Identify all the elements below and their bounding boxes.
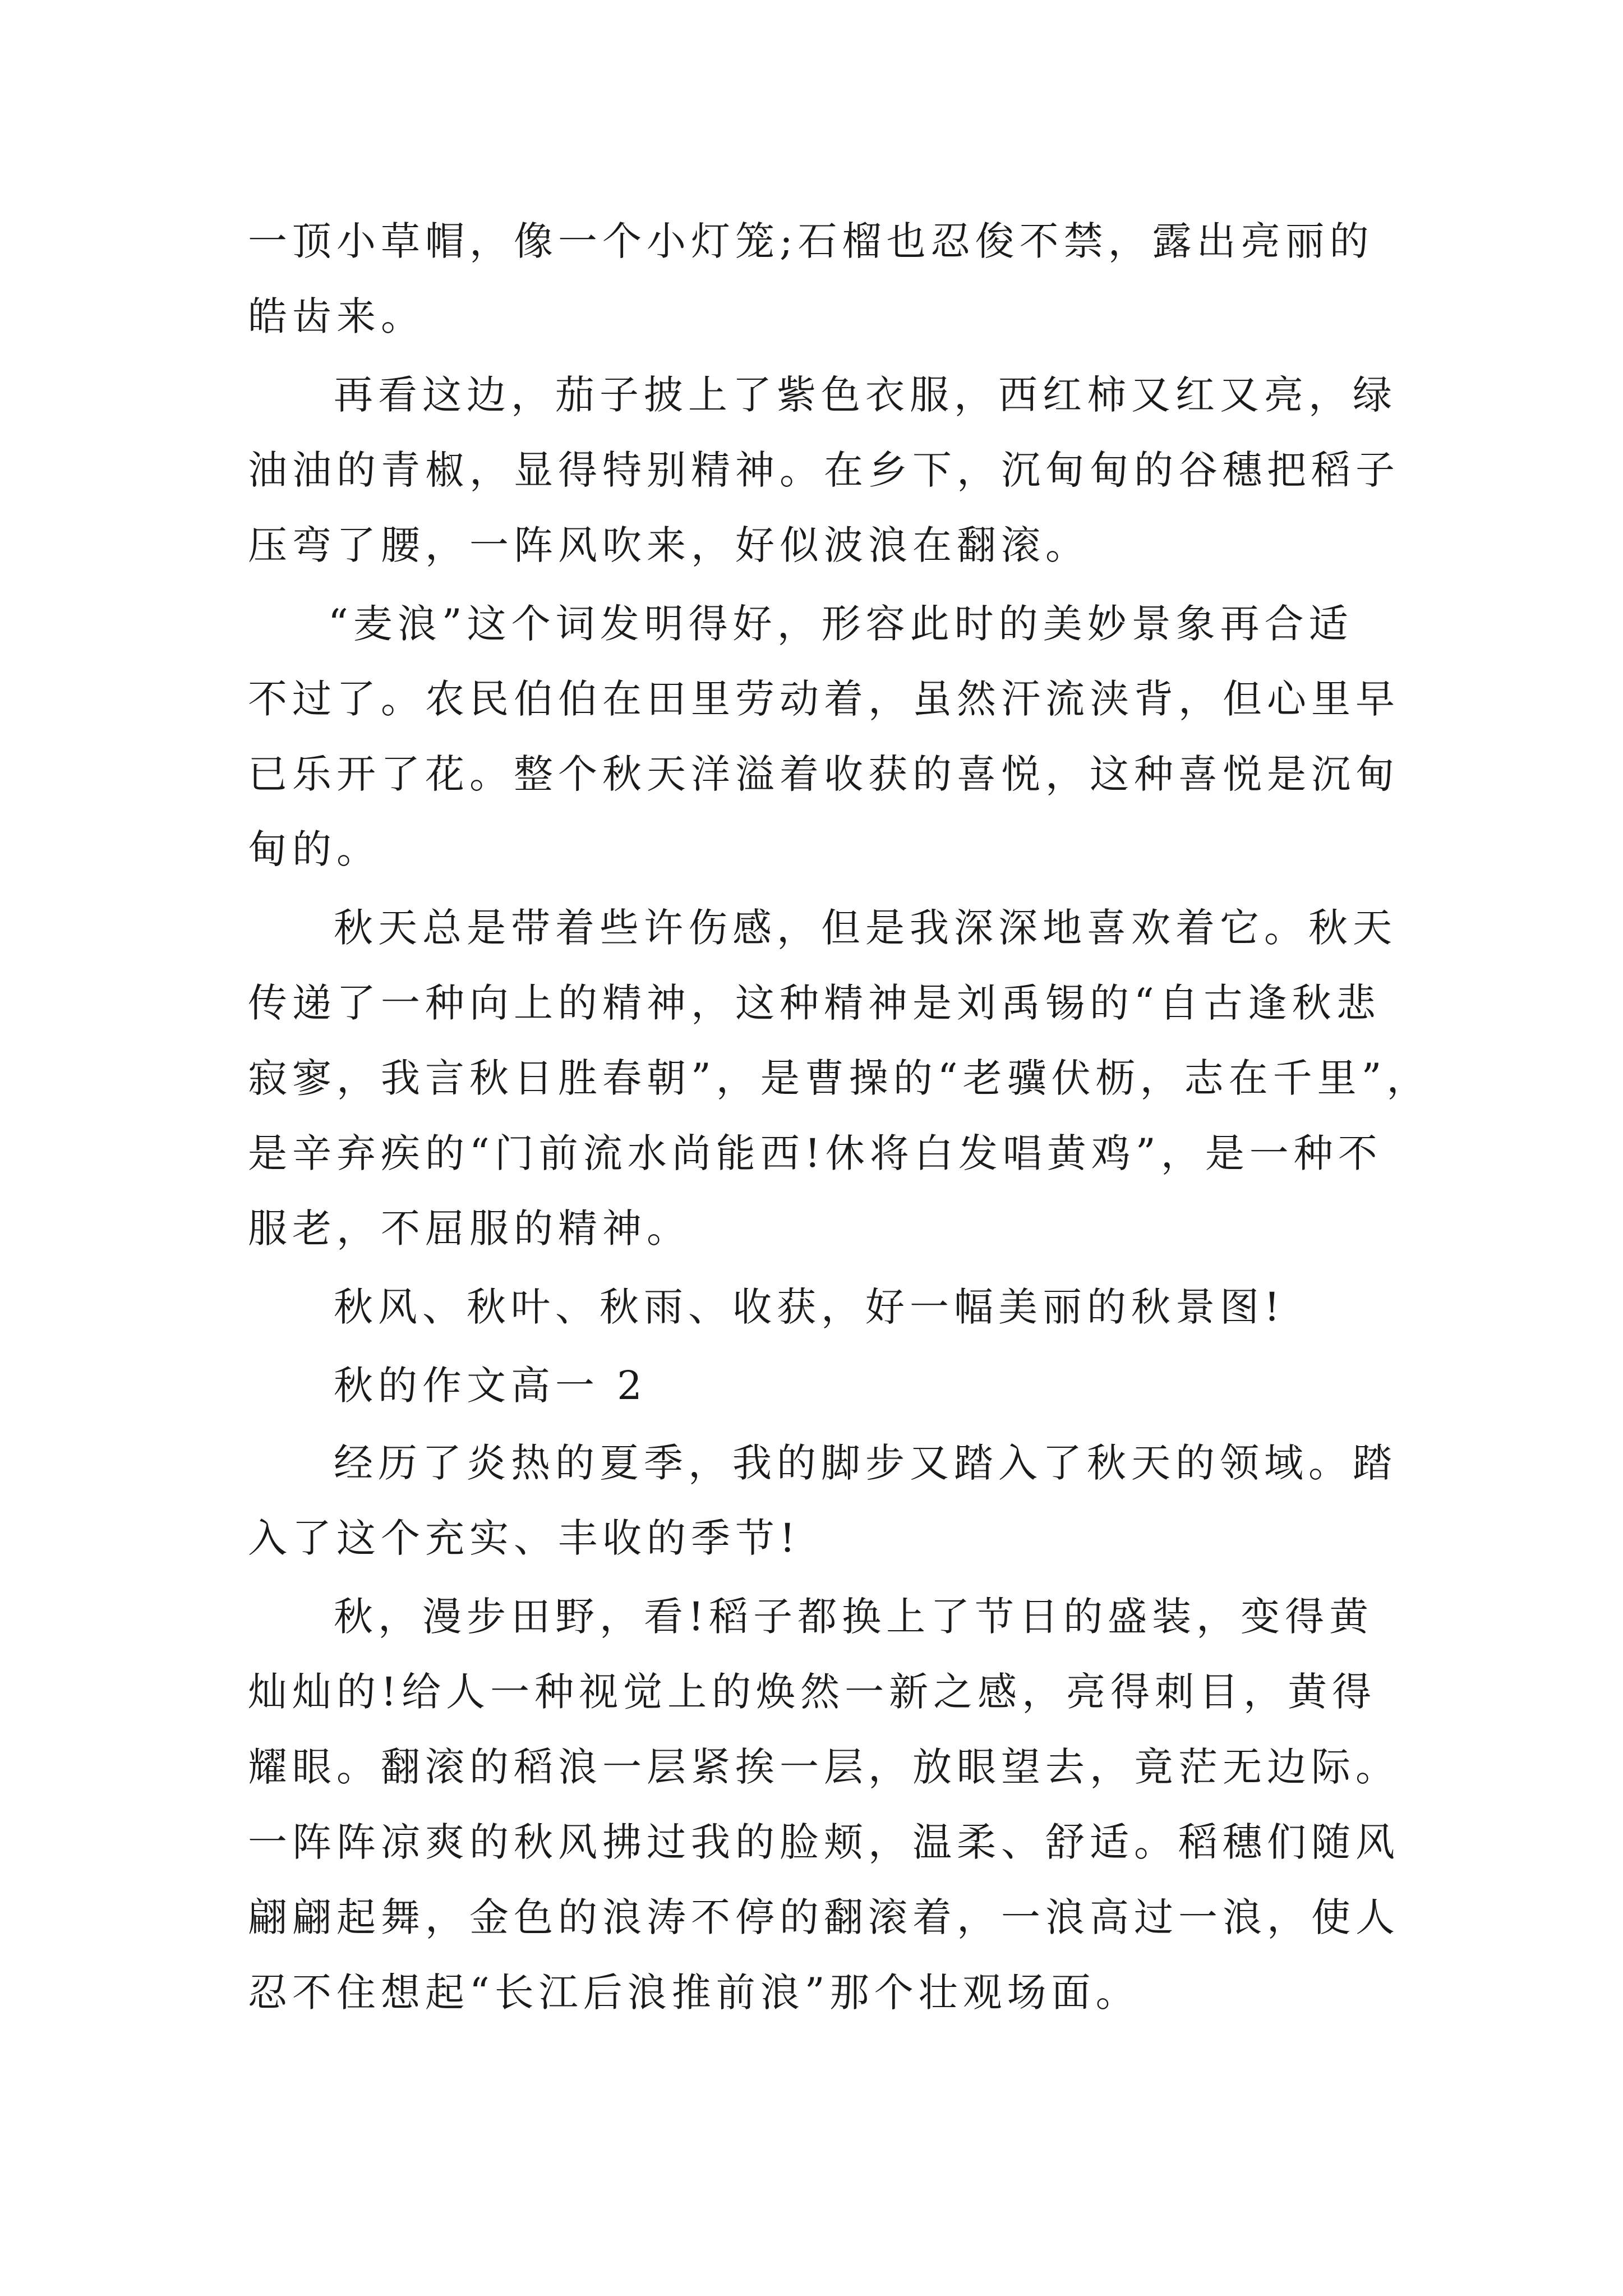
text-line: 不过了。农民伯伯在田里劳动着，虽然汗流浃背，但心里早 bbox=[248, 676, 1400, 722]
text-line: 皓齿来。 bbox=[248, 293, 425, 339]
text-line: 寂寥，我言秋日胜春朝”，是曹操的“老骥伏枥，志在千里”， bbox=[248, 1055, 1431, 1101]
text-line: 灿灿的!给人一种视觉上的焕然一新之感，亮得刺目，黄得 bbox=[248, 1669, 1377, 1715]
text-line: 一阵阵凉爽的秋风拂过我的脸颊，温柔、舒适。稻穗们随风 bbox=[248, 1819, 1400, 1865]
paragraph-line: 再看这边，茄子披上了紫色衣服，西红柿又红又亮，绿 bbox=[334, 372, 1397, 418]
text-line: 翩翩起舞，金色的浪涛不停的翻滚着，一浪高过一浪，使人 bbox=[248, 1894, 1400, 1940]
paragraph-line: 秋天总是带着些许伤感，但是我深深地喜欢着它。秋天 bbox=[334, 905, 1397, 951]
text-line: 甸的。 bbox=[248, 826, 381, 872]
paragraph-line: 秋，漫步田野，看!稻子都换上了节日的盛装，变得黄 bbox=[334, 1594, 1374, 1640]
text-line: 忍不住想起“长江后浪推前浪”那个壮观场面。 bbox=[248, 1970, 1140, 2016]
text-line: 传递了一种向上的精神，这种精神是刘禹锡的“自古逢秋悲 bbox=[248, 980, 1381, 1026]
paragraph-line: 经历了炎热的夏季，我的脚步又踏入了秋天的领域。踏 bbox=[334, 1440, 1397, 1486]
text-line: 耀眼。翻滚的稻浪一层紧挨一层，放眼望去，竟茫无边际。 bbox=[248, 1744, 1400, 1790]
paragraph-line: 秋风、秋叶、秋雨、收获，好一幅美丽的秋景图! bbox=[334, 1284, 1285, 1330]
text-line: 压弯了腰，一阵风吹来，好似波浪在翻滚。 bbox=[248, 522, 1090, 568]
text-line: 一顶小草帽，像一个小灯笼;石榴也忍俊不禁，露出亮丽的 bbox=[248, 218, 1374, 264]
text-line: 入了这个充实、丰收的季节! bbox=[248, 1515, 801, 1561]
text-line: 已乐开了花。整个秋天洋溢着收获的喜悦，这种喜悦是沉甸 bbox=[248, 751, 1400, 797]
text-line: 服老，不屈服的精神。 bbox=[248, 1205, 691, 1251]
paragraph-line: “麦浪”这个词发明得好，形容此时的美妙景象再合适 bbox=[328, 601, 1353, 647]
text-line: 油油的青椒，显得特别精神。在乡下，沉甸甸的谷穗把稻子 bbox=[248, 447, 1400, 493]
section-title: 秋的作文高一 2 bbox=[334, 1363, 647, 1409]
text-line: 是辛弃疾的“门前流水尚能西!休将白发唱黄鸡”，是一种不 bbox=[248, 1130, 1382, 1176]
